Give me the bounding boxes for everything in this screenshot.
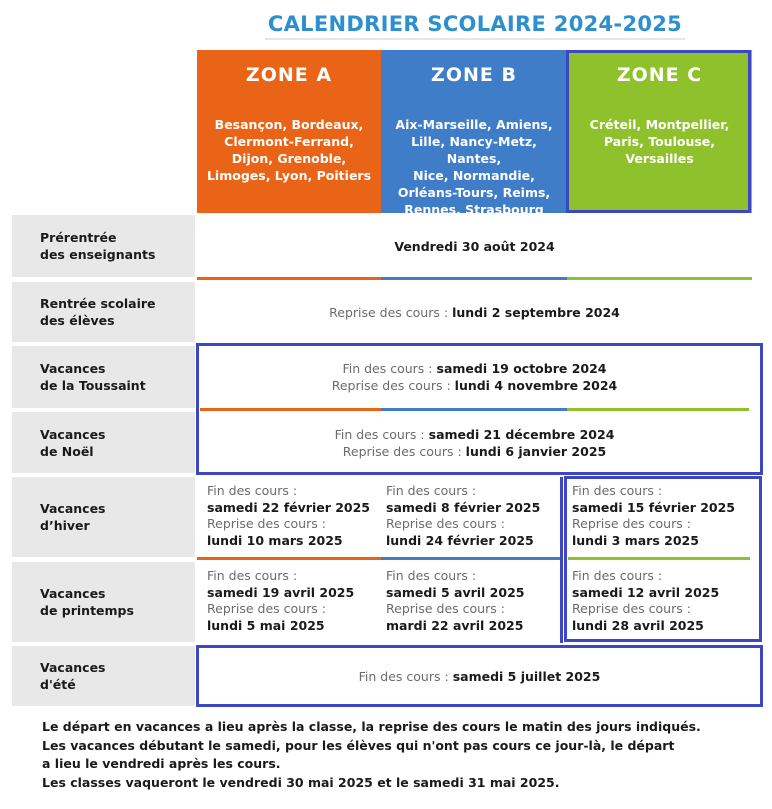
zone-a-divider <box>197 557 381 560</box>
row-label-prerentree: Prérentrée des enseignants <box>12 215 195 277</box>
page-title: CALENDRIER SCOLAIRE 2024-2025 <box>265 8 685 40</box>
reprise-label: Reprise des cours : <box>207 516 326 531</box>
note-3: Les classes vaqueront le vendredi 30 mai 2025 et le samedi 31 mai 2025. <box>42 774 560 790</box>
reprise-label: Reprise des cours : <box>572 516 691 531</box>
zone-c-vacances-highlight <box>564 476 762 642</box>
hiver-a-fin: samedi 22 février 2025 <box>207 499 371 515</box>
toussaint-noel-highlight <box>196 343 763 475</box>
zone-b-divider <box>381 277 567 280</box>
hiver-c-reprise: lundi 3 mars 2025 <box>572 532 699 548</box>
fin-label: Fin des cours : <box>207 483 298 498</box>
hiver-b-reprise: lundi 24 février 2025 <box>386 532 534 548</box>
fin-label: Fin des cours : <box>572 568 663 583</box>
zone-c-divider <box>567 277 752 280</box>
printemps-zone-b <box>376 562 562 642</box>
reprise-label: Reprise des cours : <box>331 378 451 393</box>
toussaint-reprise: lundi 4 novembre 2024 <box>454 378 618 393</box>
zone-b-divider <box>381 557 561 560</box>
ete-highlight <box>196 645 763 707</box>
printemps-b-reprise: mardi 22 avril 2025 <box>386 617 524 633</box>
printemps-zone-a <box>197 562 381 642</box>
reprise-label: Reprise des cours : <box>342 443 462 459</box>
fin-label: Fin des cours : <box>358 668 449 684</box>
reprise-label: Reprise des cours : <box>329 304 449 320</box>
printemps-c-fin: samedi 12 avril 2025 <box>572 584 720 600</box>
printemps-c-reprise: lundi 28 avril 2025 <box>572 617 704 633</box>
fin-label: Fin des cours : <box>334 426 425 442</box>
reprise-label: Reprise des cours : <box>207 601 326 616</box>
row-label-printemps: Vacances de printemps <box>12 562 195 642</box>
zone-b-header: ZONE B <box>381 50 567 100</box>
fin-label: Fin des cours : <box>386 483 477 498</box>
zone-b-c-separator <box>560 477 563 643</box>
hiver-c-fin: samedi 15 février 2025 <box>572 499 736 515</box>
fin-label: Fin des cours : <box>207 568 298 583</box>
zone-a-divider <box>197 277 381 280</box>
noel-fin: samedi 21 décembre 2024 <box>428 426 615 442</box>
fin-label: Fin des cours : <box>572 483 663 498</box>
hiver-a-reprise: lundi 10 mars 2025 <box>207 532 343 548</box>
hiver-b-fin: samedi 8 février 2025 <box>386 499 541 515</box>
printemps-a-reprise: lundi 5 mai 2025 <box>207 617 325 633</box>
note-2: Les vacances débutant le samedi, pour les élèves qui n'ont pas cours ce jour-là, le départ a lieu le vendredi après les cours. <box>42 737 675 771</box>
fin-label: Fin des cours : <box>342 361 433 376</box>
footnotes <box>42 718 762 792</box>
reprise-label: Reprise des cours : <box>386 601 505 616</box>
zone-a-header: ZONE A <box>197 50 381 100</box>
hiver-zone-a <box>197 477 381 557</box>
zone-c-header: ZONE C <box>567 50 752 100</box>
fin-label: Fin des cours : <box>386 568 477 583</box>
row-label-noel: Vacances de Noël <box>12 412 195 473</box>
noel-reprise: lundi 6 janvier 2025 <box>465 443 607 459</box>
zone-c-cities: Créteil, Montpellier, Paris, Toulouse, Versailles <box>567 100 752 213</box>
zone-a-cities: Besançon, Bordeaux, Clermont-Ferrand, Dijon, Grenoble, Limoges, Lyon, Poitiers <box>197 100 381 213</box>
rentree-date: lundi 2 septembre 2024 <box>452 304 620 320</box>
prerentree-date: Vendredi 30 août 2024 <box>394 238 555 254</box>
printemps-b-fin: samedi 5 avril 2025 <box>386 584 525 600</box>
printemps-a-fin: samedi 19 avril 2025 <box>207 584 355 600</box>
toussaint-fin: samedi 19 octobre 2024 <box>436 361 607 376</box>
row-label-rentree: Rentrée scolaire des élèves <box>12 282 195 342</box>
zone-b-cities: Aix-Marseille, Amiens, Lille, Nancy-Metz, Nantes, Nice, Normandie, Orléans-Tours, Reims, Rennes, Strasbourg <box>381 100 567 213</box>
rentree-cell <box>197 282 752 342</box>
note-1: Le départ en vacances a lieu après la classe, la reprise des cours le matin des jours indiqués. <box>42 719 701 734</box>
zone-c-highlight <box>566 50 751 213</box>
row-label-hiver: Vacances d’hiver <box>12 477 195 557</box>
row-label-toussaint: Vacances de la Toussaint <box>12 346 195 408</box>
hiver-zone-b <box>376 477 562 557</box>
row-label-ete: Vacances d'été <box>12 646 195 706</box>
ete-fin: samedi 5 juillet 2025 <box>452 668 601 684</box>
reprise-label: Reprise des cours : <box>386 516 505 531</box>
reprise-label: Reprise des cours : <box>572 601 691 616</box>
